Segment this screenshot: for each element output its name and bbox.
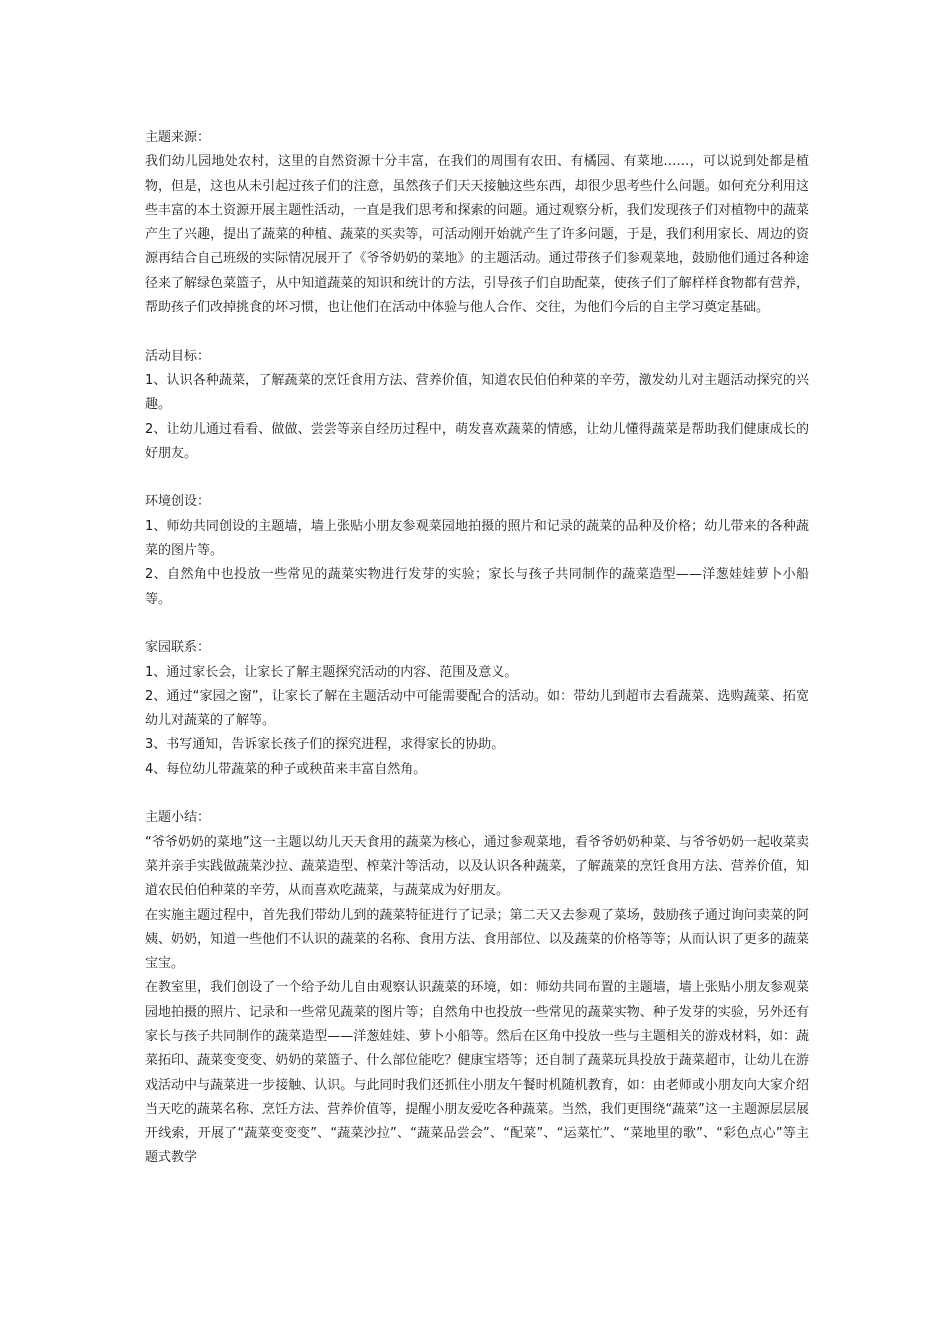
list-item: 1、认识各种蔬菜，了解蔬菜的烹饪食用方法、营养价值，知道农民伯伯种菜的辛劳，激发幼儿对主题活动探究的兴趣。: [145, 372, 809, 413]
section-heading: 家园联系：: [145, 640, 211, 656]
section-home-school-contact: [145, 636, 809, 782]
section-heading: 环境创设：: [145, 494, 211, 510]
section-environment: [145, 490, 809, 611]
section-heading: 主题小结：: [145, 810, 211, 826]
section-theme-summary: [145, 806, 809, 1170]
list-item: 2、通过“家园之窗”，让家长了解在主题活动中可能需要配合的活动。如：带幼儿到超市去看蔬菜、选购蔬菜、拓宽幼儿对蔬菜的了解等。: [145, 688, 809, 729]
paragraph: 在实施主题过程中，首先我们带幼儿到的蔬菜特征进行了记录；第二天又去参观了菜场，鼓励孩子通过询问卖菜的阿姨、奶奶，知道一些他们不认识的蔬菜的名称、食用方法、食用部位、以及蔬菜的价格等等；从而认识了更多的蔬菜宝宝。: [145, 907, 809, 972]
list-item: 4、每位幼儿带蔬菜的种子或秧苗来丰富自然角。: [145, 761, 427, 777]
document-page: [145, 126, 809, 1171]
list-item: 2、让幼儿通过看看、做做、尝尝等亲自经历过程中，萌发喜欢蔬菜的情感，让幼儿懂得蔬菜是帮助我们健康成长的好朋友。: [145, 421, 809, 461]
section-activity-goals: [145, 345, 809, 466]
list-item: 3、书写通知，告诉家长孩子们的探究进程，求得家长的协助。: [145, 737, 505, 753]
paragraph: 在教室里，我们创设了一个给予幼儿自由观察认识蔬菜的环境，如：师幼共同布置的主题墙，墙上张贴小朋友参观菜园地拍摄的照片、记录和一些常见蔬菜的图片等；自然角中也投放一些常见的蔬菜实物、种子发芽的实验，另外还有家长与孩子共同制作的蔬菜造型——洋葱娃娃、萝卜小船等。然后在区角中投放一些与主题相关的游戏材料，如：蔬菜拓印、蔬菜变变变、奶奶的菜篮子、什么部位能吃？健康宝塔等；还自制了蔬菜玩具投放于蔬菜超市，让幼儿在游戏活动中与蔬菜进一步接触、认识。与此同时我们还抓住小朋友午餐时机随机教育，如：由老师或小朋友向大家介绍当天吃的蔬菜名称、烹饪方法、营养价值等，提醒小朋友爱吃各种蔬菜。当然，我们更围绕“蔬菜”这一主题源层层展开线索，开展了“蔬菜变变变”、“蔬菜沙拉”、“蔬菜品尝会”、“配菜”、“运菜忙”、“菜地里的歌”、“彩色点心”等主题式教学: [145, 980, 809, 1166]
list-item: 1、通过家长会，让家长了解主题探究活动的内容、范围及意义。: [145, 664, 518, 680]
section-heading: 主题来源：: [145, 130, 211, 145]
paragraph: 我们幼儿园地处农村，这里的自然资源十分丰富，在我们的周围有农田、有橘园、有菜地……，可以说到处都是植物，但是，这也从未引起过孩子们的注意，虽然孩子们天天接触这些东西，却很少思考些什么问题。如何充分利用这些丰富的本土资源开展主题性活动，一直是我们思考和探索的问题。通过观察分析，我们发现孩子们对植物中的蔬菜产生了兴趣，提出了蔬菜的种植、蔬菜的买卖等，可活动刚开始就产生了许多问题，于是，我们利用家长、周边的资源再结合自己班级的实际情况展开了《爷爷奶奶的菜地》的主题活动。通过带孩子们参观菜地，鼓励他们通过各种途径来了解绿色菜篮子，从中知道蔬菜的知识和统计的方法，引导孩子们自助配菜，使孩子们了解样样食物都有营养，帮助孩子们改掉挑食的坏习惯，也让他们在活动中体验与他人合作、交往，为他们今后的自主学习奠定基础。: [145, 154, 809, 316]
section-heading: 活动目标：: [145, 348, 211, 364]
list-item: 2、自然角中也投放一些常见的蔬菜实物进行发芽的实验；家长与孩子共同制作的蔬菜造型——洋葱娃娃萝卜小船等。: [145, 567, 809, 607]
paragraph: “爷爷奶奶的菜地”这一主题以幼儿天天食用的蔬菜为核心，通过参观菜地，看爷爷奶奶种菜、与爷爷奶奶一起收菜卖菜并亲手实践做蔬菜沙拉、蔬菜造型、榨菜汁等活动，以及认识各种蔬菜，了解蔬菜的烹饪食用方法、营养价值，知道农民伯伯种菜的辛劳，从而喜欢吃蔬菜，与蔬菜成为好朋友。: [145, 834, 809, 899]
list-item: 1、师幼共同创设的主题墙，墙上张贴小朋友参观菜园地拍摄的照片和记录的蔬菜的品种及价格；幼儿带来的各种蔬菜的图片等。: [145, 518, 809, 559]
section-theme-source: [145, 126, 809, 320]
